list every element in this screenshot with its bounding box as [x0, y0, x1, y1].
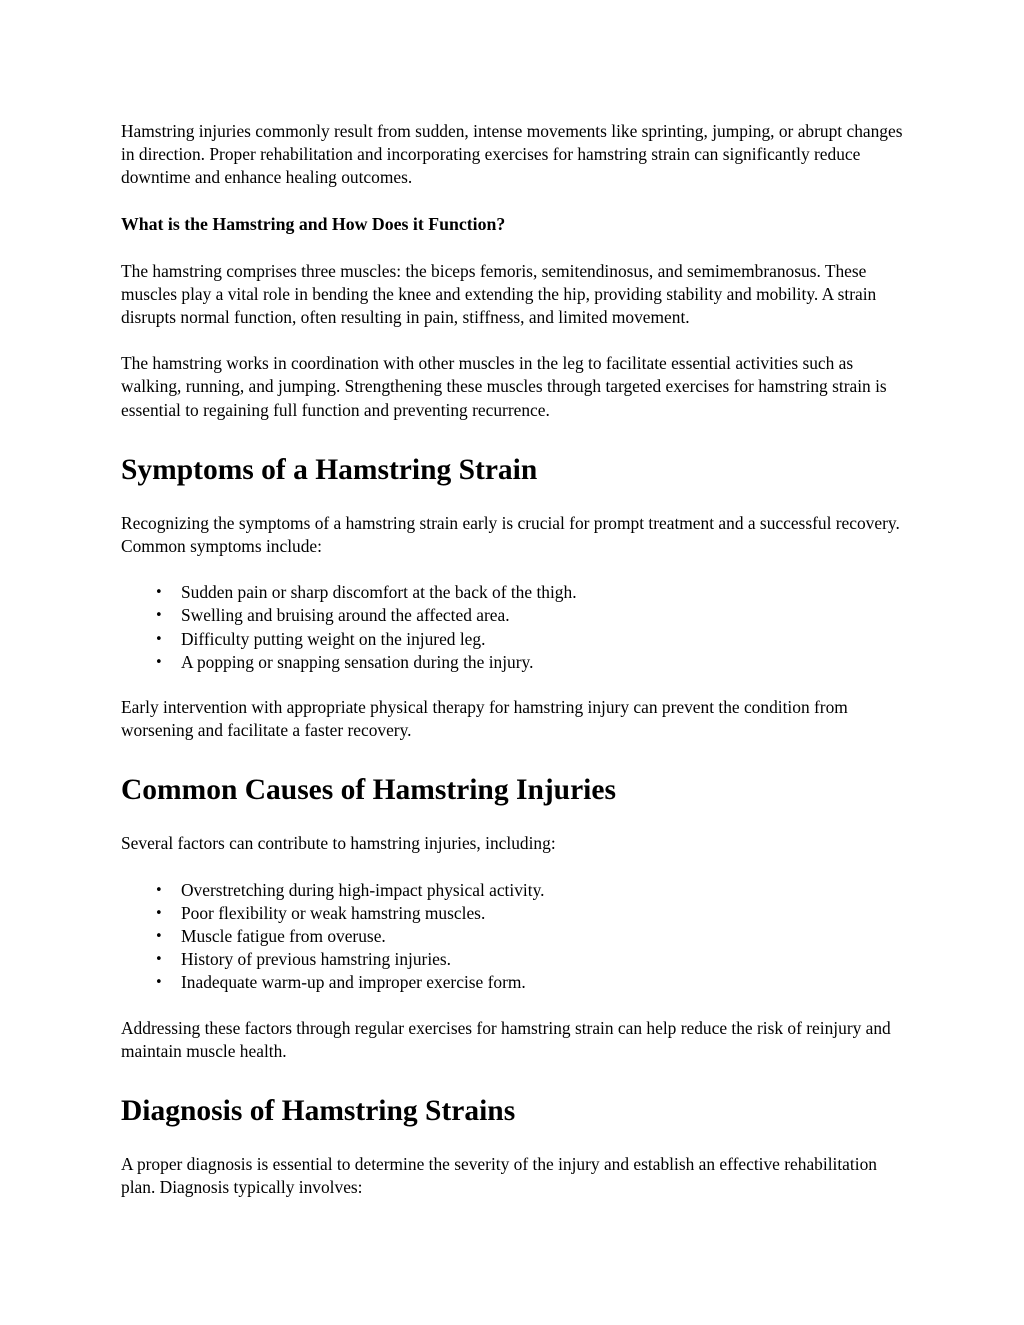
- symptoms-outro: Early intervention with appropriate physical therapy for hamstring injury can prevent the condition from worsening and facilitate a faster recovery.: [121, 697, 848, 741]
- intro-paragraph: Hamstring injuries commonly result from sudden, intense movements like sprinting, jumping, or abrupt changes in direction. Proper rehabilitation and incorporating exercises for hamstring strain can significantly reduce downtime and enhance healing outcomes.: [121, 121, 903, 188]
- symptoms-list: [121, 581, 911, 674]
- function-heading: What is the Hamstring and How Does it Function?: [121, 213, 506, 234]
- diagnosis-heading: Diagnosis of Hamstring Strains: [121, 1095, 516, 1128]
- list-item: • Sudden pain or sharp discomfort at the back of the thigh.: [181, 581, 911, 604]
- causes-intro: Several factors can contribute to hamstring injuries, including:: [121, 833, 556, 854]
- symptoms-intro: Recognizing the symptoms of a hamstring strain early is crucial for prompt treatment and a successful recovery. Common symptoms include:: [121, 512, 900, 557]
- list-item: • History of previous hamstring injuries.: [181, 948, 911, 971]
- list-item: • Swelling and bruising around the affected area.: [181, 604, 911, 627]
- causes-list: [121, 879, 911, 995]
- symptoms-heading: Symptoms of a Hamstring Strain: [121, 453, 538, 486]
- function-paragraph-1: The hamstring comprises three muscles: the biceps femoris, semitendinosus, and semimembranosus. These muscles play a vital role in bending the knee and extending the hip, providing stability and mobility. A strain disrupts normal function, often resulting in pain, stiffness, and limited movement.: [121, 260, 877, 328]
- list-item: • Overstretching during high-impact physical activity.: [181, 879, 911, 902]
- diagnosis-intro: A proper diagnosis is essential to determine the severity of the injury and establish an effective rehabilitation plan. Diagnosis typically involves:: [121, 1154, 877, 1198]
- list-item: • Muscle fatigue from overuse.: [181, 925, 911, 948]
- function-paragraph-2: The hamstring works in coordination with other muscles in the leg to facilitate essential activities such as walking, running, and jumping. Strengthening these muscles through targeted exercises for hamstring strain is essential to regaining full function and preventing recurrence.: [121, 353, 887, 420]
- list-item: • Poor flexibility or weak hamstring muscles.: [181, 902, 911, 925]
- list-item: • Difficulty putting weight on the injured leg.: [181, 628, 911, 651]
- list-item: • A popping or snapping sensation during the injury.: [181, 651, 911, 674]
- causes-outro: Addressing these factors through regular exercises for hamstring strain can help reduce the risk of reinjury and maintain muscle health.: [121, 1017, 891, 1061]
- document-page: [121, 120, 911, 1222]
- list-item: • Inadequate warm-up and improper exercise form.: [181, 971, 911, 994]
- causes-heading: Common Causes of Hamstring Injuries: [121, 774, 616, 807]
